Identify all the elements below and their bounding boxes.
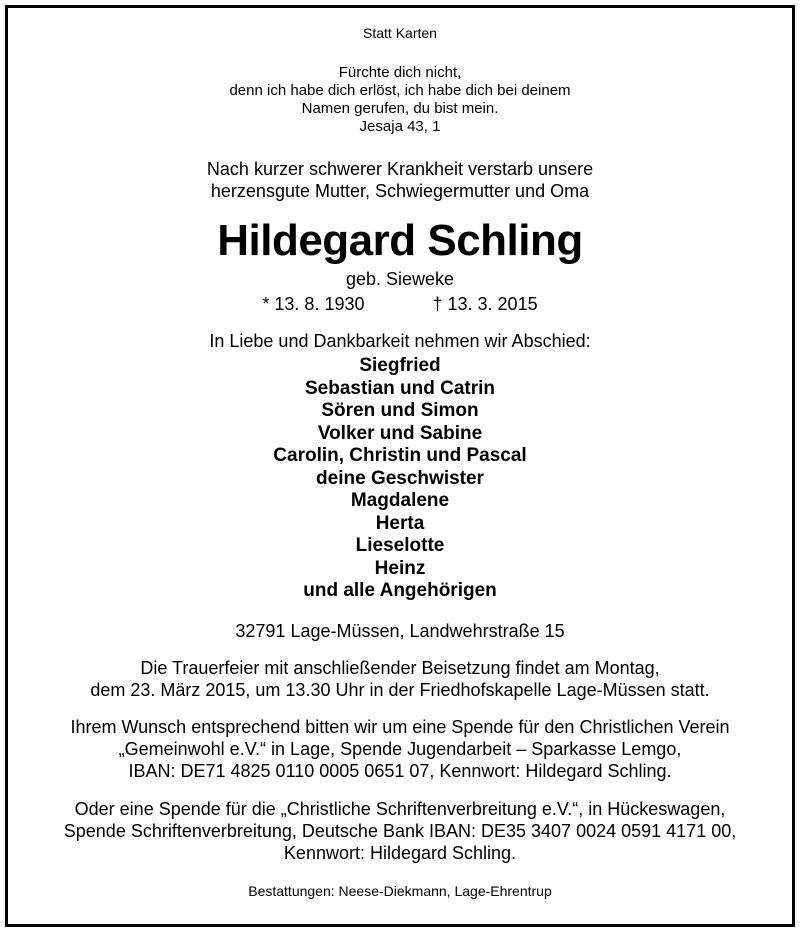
mourner-name: Herta — [375, 512, 425, 534]
verse-line: Fürchte dich nicht, — [338, 64, 462, 81]
death-date: † 13. 3. 2015 — [432, 294, 538, 314]
donation-line: IBAN: DE71 4825 0110 0005 0651 07, Kennwort: Hildegard Schling. — [128, 761, 672, 781]
donation-line: Oder eine Spende für die „Christliche Schriftenverbreitung e.V.“, in Hückeswagen, — [74, 799, 726, 819]
mourner-name: Volker und Sabine — [317, 422, 483, 444]
mourner-name: deine Geschwister — [316, 467, 484, 489]
mourner-name: Lieselotte — [355, 535, 445, 556]
mourner-name: Sören und Simon — [321, 400, 479, 421]
farewell-text: In Liebe und Dankbarkeit nehmen wir Abschied: — [209, 331, 591, 351]
verse-reference: Jesaja 43, 1 — [359, 118, 441, 135]
mourner-name: Heinz — [374, 557, 426, 579]
birth-date: * 13. 8. 1930 — [262, 294, 365, 314]
donation-line: Ihrem Wunsch entsprechend bitten wir um eine Spende für den Christlichen Verein — [70, 717, 730, 737]
mourner-name: Carolin, Christin und Pascal — [273, 445, 527, 466]
maiden-name: geb. Sieweke — [345, 269, 455, 289]
address: 32791 Lage-Müssen, Landwehrstraße 15 — [235, 621, 565, 641]
funeral-home-footer: Bestattungen: Neese-Diekmann, Lage-Ehrentrup — [248, 883, 552, 899]
intro-line: Nach kurzer schwerer Krankheit verstarb unsere — [206, 159, 594, 179]
donation-line: „Gemeinwohl e.V.“ in Lage, Spende Jugendarbeit – Sparkasse Lemgo, — [118, 739, 682, 759]
ceremony-line: Die Trauerfeier mit anschließender Beisetzung findet am Montag, — [140, 658, 660, 678]
donation-line: Spende Schriftenverbreitung, Deutsche Bank IBAN: DE35 3407 0024 0591 4171 00, — [63, 821, 737, 841]
verse-line: Namen gerufen, du bist mein. — [301, 100, 499, 117]
mourner-name: und alle Angehörigen — [303, 580, 497, 601]
ceremony-line: dem 23. März 2015, um 13.30 Uhr in der Friedhofskapelle Lage-Müssen statt. — [90, 680, 710, 700]
deceased-name: Hildegard Schling — [217, 216, 583, 265]
mourner-name: Magdalene — [350, 490, 450, 511]
header-text: Statt Karten — [363, 25, 437, 41]
life-dates — [0, 293, 800, 315]
donation-line: Kennwort: Hildegard Schling. — [283, 843, 517, 863]
verse-line: denn ich habe dich erlöst, ich habe dich bei deinem — [229, 82, 571, 99]
mourner-name: Sebastian und Catrin — [304, 377, 496, 399]
intro-line: herzensgute Mutter, Schwiegermutter und Oma — [210, 181, 590, 201]
mourner-name: Siegfried — [359, 355, 441, 376]
